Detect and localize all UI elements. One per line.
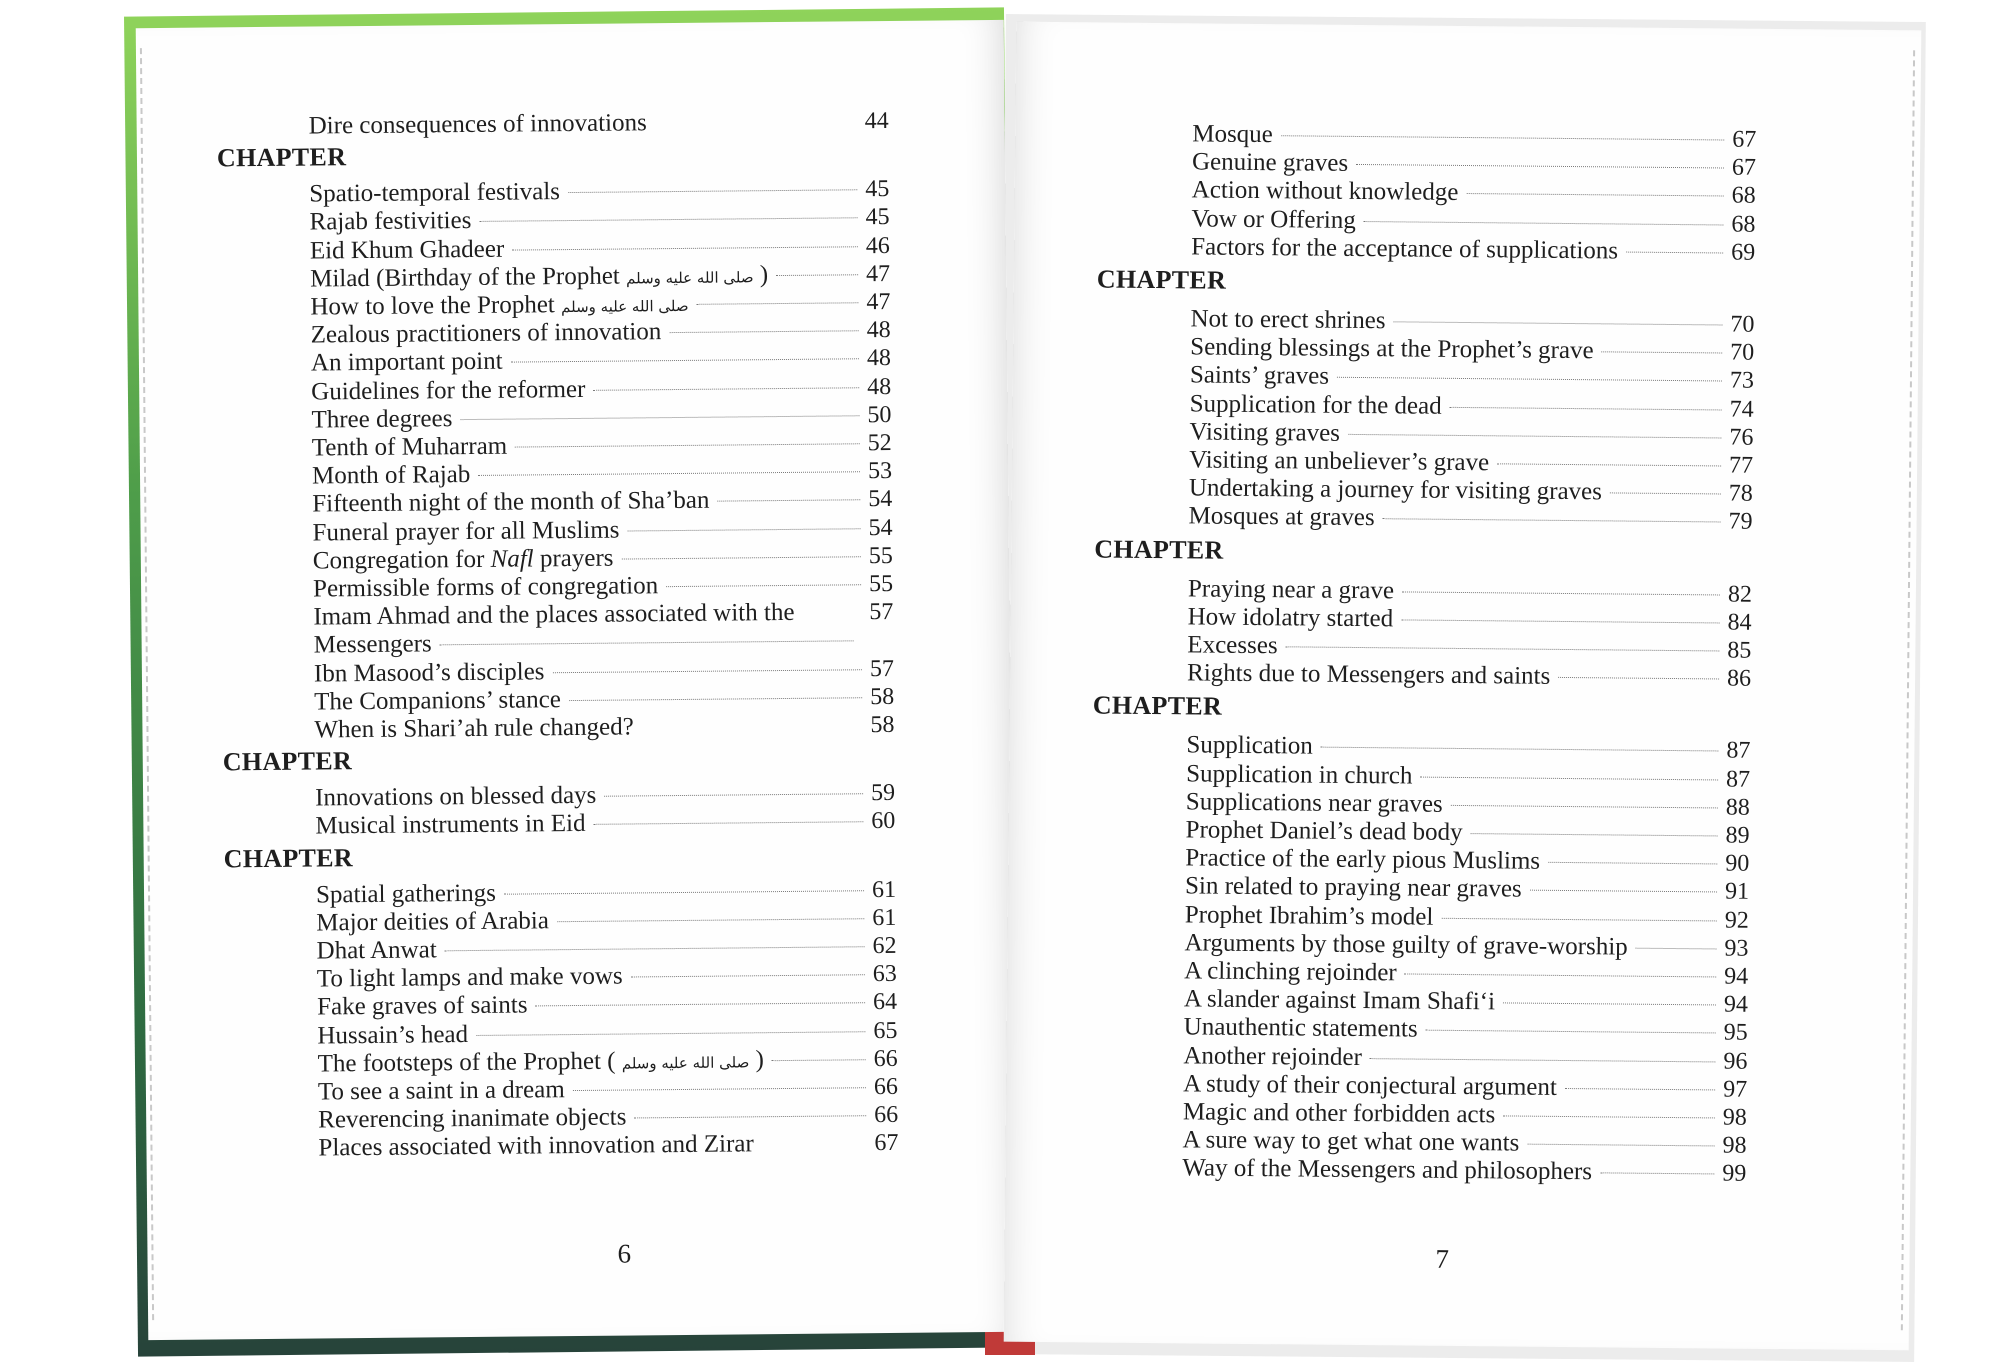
entry-title-text: Magic and other forbidden acts (1182, 1098, 1496, 1129)
entry-title (1188, 603, 1394, 633)
entry-title-text: Another rejoinder (1183, 1041, 1362, 1071)
entry-page-number: 45 (865, 176, 890, 203)
entry-title-text: How idolatry started (1187, 603, 1394, 633)
dot-leader (1450, 406, 1722, 410)
dot-leader (445, 946, 865, 951)
entry-title (1184, 957, 1397, 987)
entry-page-number: 44 (864, 107, 889, 135)
entry-title-text: Dire consequences of innovations (308, 109, 647, 140)
entry-title (1188, 575, 1394, 605)
dot-leader (1626, 251, 1723, 253)
dot-leader (573, 1087, 866, 1091)
entry-title (316, 879, 496, 909)
entry-title (316, 936, 436, 965)
entry-title (313, 544, 614, 575)
dot-leader (1558, 677, 1719, 680)
dot-leader (776, 274, 858, 276)
arabic-honorific: صلى الله عليه وسلم (561, 296, 689, 317)
entry-page-number: 60 (871, 808, 896, 835)
entry-page-number: 76 (1729, 424, 1754, 451)
entry-title-text: Funeral prayer for all Muslims (312, 516, 620, 547)
entry-title-text: To light lamps and make vows (316, 962, 623, 993)
entry-title-text: Mosque (1192, 120, 1273, 149)
entry-title (1182, 1155, 1592, 1187)
entry-page-number: 58 (870, 711, 895, 739)
dot-leader (569, 697, 862, 701)
entry-page-number: 54 (868, 514, 893, 541)
right-page (1004, 22, 1922, 1351)
entry-title (1191, 233, 1618, 265)
entry-page-number: 91 (1724, 878, 1750, 906)
entry-title (312, 516, 619, 547)
entry-title-text: Rajab festivities (309, 207, 472, 236)
entry-title-text: Supplications near graves (1185, 788, 1443, 818)
entry-title (1190, 362, 1329, 391)
dot-leader (1565, 1088, 1715, 1090)
entry-title-text: Spatio-temporal festivals (309, 178, 561, 208)
entry-title-text: Musical instruments in Eid (315, 810, 586, 840)
entry-title (1182, 1127, 1519, 1158)
dot-leader (1364, 221, 1724, 225)
dot-leader (515, 443, 860, 447)
entry-title-italic: Nafl (490, 545, 534, 573)
entry-title (1185, 816, 1462, 847)
dot-leader (1610, 493, 1721, 495)
entry-title-text: Genuine graves (1191, 148, 1349, 178)
dot-leader (479, 218, 857, 223)
entry-title-text: Innovations on blessed days (314, 781, 597, 812)
entry-title-text: Saints’ graves (1189, 361, 1330, 391)
entry-page-number: 65 (873, 1017, 898, 1044)
entry-title (1184, 1014, 1418, 1044)
dot-leader (1286, 646, 1720, 651)
entry-title (1192, 120, 1273, 149)
entry-page-number: 87 (1726, 737, 1751, 765)
dot-leader (478, 471, 860, 476)
entry-title (1191, 205, 1356, 235)
entry-page-number: 74 (1729, 396, 1754, 423)
dot-leader (593, 387, 859, 391)
toc-entry[interactable] (314, 711, 894, 747)
entry-page-number: 50 (867, 401, 892, 428)
entry-title (318, 1104, 626, 1135)
entry-title-text: Prophet Ibrahim’s model (1184, 900, 1434, 931)
dot-leader (1321, 747, 1719, 752)
entry-page-number: 85 (1727, 637, 1752, 664)
entry-page-number: 89 (1725, 822, 1750, 849)
entry-page-number: 57 (869, 599, 894, 626)
entry-page-number: 95 (1723, 1019, 1748, 1047)
chapter-heading: CHAPTER (223, 842, 354, 873)
entry-title-text: Undertaking a journey for visiting graves (1188, 474, 1603, 506)
entry-title (1192, 149, 1348, 178)
entry-title-suffix: ) (755, 1046, 764, 1074)
entry-title (310, 290, 688, 322)
entry-title-text: Major deities of Arabia (316, 907, 550, 937)
entry-page-number: 68 (1731, 211, 1756, 238)
arabic-honorific: صلى الله عليه وسلم (625, 268, 754, 288)
dot-leader (1405, 973, 1717, 977)
entry-title (318, 1046, 764, 1078)
dot-leader (634, 1115, 866, 1118)
entry-page-number: 78 (1728, 480, 1753, 507)
entry-title (1189, 475, 1602, 507)
entry-page-number: 46 (865, 232, 890, 259)
dot-leader (697, 302, 859, 305)
entry-title (1192, 177, 1459, 208)
dot-leader (1402, 591, 1720, 595)
entry-page-number: 57 (869, 655, 895, 682)
chapter-heading: CHAPTER (216, 142, 347, 173)
entry-page-number: 98 (1722, 1104, 1747, 1131)
entry-title-text: Mosques at graves (1188, 502, 1375, 532)
entry-page-number: 61 (871, 876, 897, 903)
chapter-heading: CHAPTER (1092, 690, 1223, 722)
entry-page-number: 92 (1724, 907, 1749, 934)
toc-entry[interactable] (315, 807, 895, 843)
entry-page-number: 61 (872, 904, 897, 931)
chapter-heading: CHAPTER (1094, 534, 1224, 565)
entry-title (317, 992, 528, 1022)
entry-page-number: 98 (1722, 1132, 1747, 1159)
entry-page-number: 99 (1722, 1160, 1747, 1188)
entry-title (1184, 929, 1627, 961)
entry-title-text: Rights due to Messengers and saints (1186, 659, 1551, 691)
toc-entry[interactable] (318, 1129, 898, 1165)
entry-title (309, 207, 471, 237)
entry-title-text: Imam Ahmad and the places associated with the (313, 599, 795, 631)
entry-title (1187, 631, 1278, 660)
entry-title (1185, 901, 1434, 931)
dot-leader (512, 246, 858, 250)
entry-title (312, 487, 709, 519)
dot-leader (557, 918, 864, 922)
entry-page-number: 59 (870, 780, 896, 807)
entry-title-text: Excesses (1187, 631, 1278, 660)
dot-leader (1527, 1144, 1714, 1147)
dot-leader (1401, 619, 1719, 623)
entry-page-number: 79 (1728, 508, 1753, 536)
entry-page-number: 47 (865, 260, 891, 287)
entry-title-text: Way of the Messengers and philosophers (1182, 1154, 1593, 1186)
entry-title-text: Three degrees (311, 404, 453, 434)
entry-title (310, 235, 505, 265)
entry-page-number: 66 (873, 1073, 899, 1101)
entry-title-text: The footsteps of the Prophet ( (317, 1047, 616, 1078)
dot-leader (1451, 805, 1718, 809)
entry-page-number: 93 (1724, 935, 1749, 962)
dot-leader (460, 415, 859, 420)
entry-title (309, 109, 647, 140)
dot-leader (440, 641, 854, 646)
entry-title (311, 405, 452, 434)
dot-leader (604, 793, 863, 796)
entry-title-text: Supplication in church (1186, 759, 1413, 790)
entry-page-number: 66 (874, 1102, 899, 1129)
dot-leader (1426, 1030, 1716, 1034)
entry-title-suffix: prayers (539, 544, 614, 573)
entry-title-text: Reverencing inanimate objects (318, 1103, 627, 1134)
dot-leader (642, 726, 863, 728)
entry-page-number: 96 (1723, 1048, 1748, 1075)
entry-title-text: Places associated with innovation and Zirar (318, 1130, 754, 1162)
entry-title-text: Month of Rajab (311, 461, 471, 490)
entry-page-number: 47 (866, 288, 891, 316)
dot-leader (1497, 463, 1721, 466)
entry-title-text: Vow or Offering (1191, 204, 1356, 234)
dot-leader (1503, 1003, 1716, 1006)
dot-leader (1370, 1058, 1716, 1062)
entry-title (313, 572, 658, 603)
entry-title-text: Prophet Daniel’s dead body (1185, 816, 1463, 847)
entry-title-text: Congregation for (312, 545, 485, 575)
entry-title (311, 348, 503, 378)
entry-page-number: 86 (1726, 665, 1752, 692)
entry-page-number: 45 (865, 204, 890, 231)
entry-page-number: 53 (867, 458, 893, 485)
entry-page-number: 48 (866, 317, 891, 344)
entry-title-text: A clinching rejoinder (1184, 957, 1397, 987)
entry-title (1186, 760, 1413, 790)
entry-title (1183, 1042, 1362, 1072)
entry-title (1186, 788, 1443, 818)
entry-title (1185, 845, 1540, 876)
entry-title-text: Ibn Masood’s disciples (313, 657, 545, 688)
entry-title (311, 375, 585, 406)
entry-title (314, 658, 545, 688)
entry-title (315, 810, 585, 841)
dot-leader (476, 1031, 865, 1036)
entry-page-number: 77 (1729, 452, 1754, 479)
dot-leader (627, 528, 860, 531)
entry-page-number: 62 (872, 932, 897, 960)
entry-title-text: Arguments by those guilty of grave-worship (1184, 929, 1628, 961)
entry-page-number: 87 (1725, 766, 1751, 793)
entry-title (1183, 1098, 1496, 1129)
entry-title-text: Sin related to praying near graves (1184, 872, 1522, 903)
toc-entry[interactable] (1187, 660, 1751, 695)
toc-entry[interactable] (309, 107, 889, 143)
entry-title (312, 461, 471, 491)
entry-title-text: The Companions’ stance (314, 685, 562, 716)
dot-leader (621, 556, 860, 559)
dot-leader (1383, 519, 1721, 523)
dot-leader (1281, 135, 1724, 140)
entry-title-text: Tenth of Muharram (311, 432, 508, 462)
entry-title-text: When is Shari’ah rule changed? (314, 713, 634, 744)
entry-title-text: Hussain’s head (317, 1020, 469, 1050)
entry-title-text: Guidelines for the reformer (311, 375, 586, 406)
entry-title (1183, 1070, 1557, 1102)
dot-leader (1337, 377, 1722, 382)
entry-title (1185, 873, 1522, 904)
entry-page-number: 67 (874, 1130, 899, 1157)
entry-title-text: Spatial gatherings (315, 879, 496, 909)
entry-title-text: Eid Khum Ghadeer (309, 235, 505, 265)
entry-page-number: 73 (1729, 367, 1755, 395)
entry-title (1189, 418, 1340, 447)
entry-title (309, 178, 560, 208)
entry-page-number: 63 (872, 961, 897, 988)
entry-title (1187, 660, 1550, 691)
dot-leader (568, 189, 857, 193)
entry-page-number: 68 (1731, 182, 1756, 210)
dot-leader (511, 359, 859, 363)
entry-title-text: Sending blessings at the Prophet’s grave (1190, 333, 1594, 365)
chapter-heading: CHAPTER (1096, 264, 1227, 295)
entry-title (316, 907, 549, 937)
entry-title-text: Supplication for the dead (1189, 389, 1442, 420)
entry-title (1189, 446, 1489, 477)
entry-title-text: An important point (310, 348, 503, 377)
entry-title-text: How to love the Prophet (310, 291, 555, 321)
dot-leader (1548, 862, 1717, 865)
entry-page-number: 55 (868, 570, 894, 598)
entry-page-number: 66 (873, 1045, 898, 1072)
dot-leader (536, 1003, 866, 1007)
dot-leader (594, 822, 864, 826)
dot-leader (717, 500, 860, 502)
entry-title (312, 433, 508, 463)
entry-title-text: To see a saint in a dream (317, 1076, 565, 1106)
entry-page-number: 84 (1727, 609, 1752, 636)
entry-title (313, 599, 794, 632)
entry-title (317, 963, 623, 994)
dot-leader (1471, 833, 1718, 836)
entry-title (314, 686, 561, 716)
entry-title (1190, 334, 1594, 366)
dot-leader (1348, 434, 1721, 439)
dot-leader (666, 584, 861, 587)
entry-title-text: Not to erect shrines (1190, 305, 1386, 335)
entry-title-text: A study of their conjectural argument (1183, 1070, 1558, 1101)
dot-leader (762, 1145, 867, 1146)
toc-entry[interactable] (1188, 503, 1752, 538)
entry-title (1184, 986, 1495, 1017)
entry-page-number: 64 (872, 989, 898, 1016)
entry-title-text: Visiting graves (1189, 418, 1341, 447)
entry-title (310, 261, 768, 293)
entry-page-number: 55 (868, 542, 893, 569)
entry-page-number: 82 (1727, 581, 1753, 608)
entry-page-number: 54 (868, 486, 893, 513)
dot-leader (552, 669, 861, 673)
entry-page-number: 67 (1732, 126, 1757, 153)
entry-title-text: A slander against Imam Shafi‘i (1183, 985, 1496, 1016)
page-number: 7 (1435, 1243, 1450, 1274)
dot-leader (669, 330, 858, 333)
entry-title (1186, 732, 1313, 761)
entry-page-number: 70 (1730, 311, 1755, 338)
entry-title-text: Praying near a grave (1187, 574, 1395, 604)
entry-title-text: Action without knowledge (1191, 176, 1459, 207)
dot-leader (1530, 890, 1717, 893)
entry-title (1190, 305, 1385, 335)
entry-title-text: Supplication (1186, 731, 1313, 760)
entry-title-text: Permissible forms of congregation (312, 572, 659, 603)
entry-title-suffix: ) (759, 260, 769, 289)
dot-leader (1441, 917, 1716, 921)
toc-entry[interactable] (1182, 1155, 1746, 1190)
chapter-heading: CHAPTER (222, 746, 353, 777)
entry-title-text: Fake graves of saints (317, 991, 528, 1021)
arabic-honorific: صلى الله عليه وسلم (621, 1053, 750, 1073)
entry-title (318, 1076, 565, 1106)
entry-title-text: Unauthentic statements (1183, 1013, 1418, 1043)
dot-leader (631, 974, 865, 977)
entry-page-number: 48 (866, 345, 892, 372)
dot-leader (1394, 321, 1723, 325)
page-number: 6 (617, 1238, 632, 1269)
entry-page-number: 70 (1730, 339, 1755, 366)
entry-page-number: 58 (870, 683, 895, 710)
dot-leader (1503, 1115, 1715, 1118)
entry-title-text: Practice of the early pious Muslims (1185, 844, 1541, 875)
dot-leader (1466, 193, 1723, 196)
dot-leader (772, 1059, 866, 1061)
dot-leader (1420, 776, 1718, 780)
entry-page-number: 97 (1723, 1076, 1748, 1103)
entry-title (1188, 503, 1374, 533)
entry-page-number: 52 (867, 429, 892, 457)
entry-title (315, 782, 596, 813)
entry-title (1190, 390, 1442, 420)
entry-title (311, 318, 662, 349)
entry-title-text: Dhat Anwat (316, 936, 437, 965)
dot-leader (1356, 164, 1724, 169)
entry-page-number: 94 (1724, 963, 1749, 990)
entry-page-number: 90 (1725, 850, 1750, 877)
dot-leader (655, 122, 857, 124)
entry-title-text: Visiting an unbeliever’s grave (1189, 446, 1490, 477)
entry-page-number: 69 (1731, 239, 1756, 266)
dot-leader (1600, 1173, 1714, 1175)
dot-leader (1602, 352, 1723, 354)
toc-entry[interactable] (1191, 233, 1755, 268)
entry-title-text: Milad (Birthday of the Prophet (310, 262, 620, 293)
entry-page-number: 48 (867, 373, 892, 400)
entry-page-number: 67 (1731, 154, 1757, 181)
dot-leader (1636, 947, 1717, 949)
left-page (136, 20, 1017, 1340)
entry-title-text: Fifteenth night of the month of Sha’ban (312, 487, 710, 518)
entry-title (314, 713, 634, 744)
dot-leader (802, 613, 861, 614)
entry-title (317, 1021, 468, 1050)
entry-title (318, 1131, 754, 1163)
entry-page-number: 88 (1725, 794, 1750, 821)
entry-title-text: A sure way to get what one wants (1182, 1126, 1520, 1157)
dot-leader (504, 890, 864, 894)
entry-title-text: Factors for the acceptance of supplications (1191, 233, 1619, 265)
entry-title-continuation: Messengers (313, 630, 432, 659)
entry-title-text: Zealous practitioners of innovation (310, 318, 662, 349)
entry-page-number: 94 (1723, 991, 1749, 1018)
